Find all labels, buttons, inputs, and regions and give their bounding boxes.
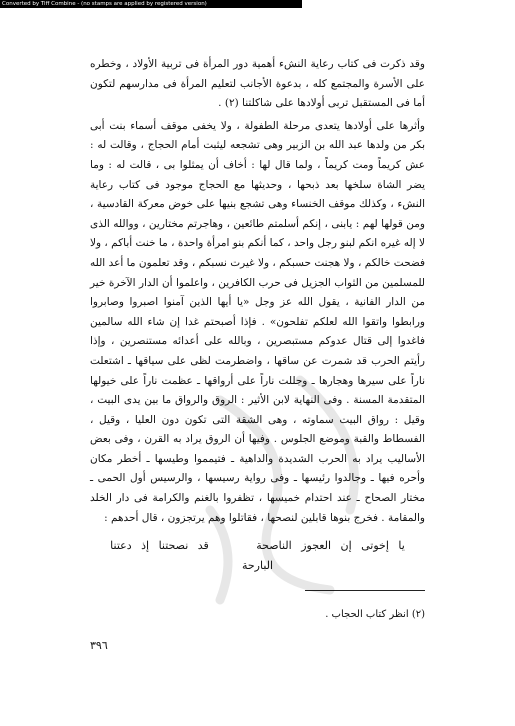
footnote-divider — [305, 590, 425, 591]
verse-first-hemistich: يا إخوتى إن العجوز الناصحة — [256, 539, 405, 553]
page-number: ٣٩٦ — [90, 639, 108, 653]
verse-second-hemistich: قد نصحتنا إذ دعتنا البارحة — [110, 539, 274, 573]
poem-verse — [90, 536, 425, 576]
paragraph-1: وقد ذكرت فى كتاب رعاية النشء أهمية دور المرأة فى تربية الأولاد ، وخطره على الأسرة والمجتمع كله ، بدعوة الأجانب لتعليم المرأة فى مدارسهم لتكون أما فى المستقبل تربى أولادها على شاكلتنا (٢) . — [90, 58, 425, 110]
footnote: (٢) انظر كتاب الحجاب . — [325, 609, 425, 621]
converter-banner: Converted by Tiff Combine - (no stamps are applied by registered version) — [0, 0, 302, 8]
book-page — [90, 55, 425, 652]
paragraph-2: وأثرها على أولادها يتعدى مرحلة الطفولة ، ولا يخفى موقف أسماء بنت أبى بكر من ولدها عبد الله بن الزبير وهى تشجعه ليثبت أمام الحجاج ، وقالت له : عش كريماً ومت كريماً ، ولما قال لها : أخاف أن يمثلوا بى ، قالت له : وما يضر الشاة سلخها بعد ذبحها ، وحديثها مع الحجاج موجود فى كتاب رعاية النشء ، وكذلك موقف الخنساء وهى تشجع بنيها على خوض معركة القادسية ، ومن قولها لهم : يابنى ، إنكم أسلمتم طائعين ، وهاجرتم مختارين ، ووالله الذى لا إله غيره انكم لبنو رجل واحد ، كما أنكم بنو امرأة واحدة ، ما خنت أباكم ، ولا فضحت خالكم ، ولا هجنت حسبكم ، ولا غيرت نسبكم ، وقد تعلمون ما أعد الله للمسلمين من الثواب الجزيل فى حرب الكافرين ، واعلموا أن الدار الآخرة خير من الدار الفانية ، يقول الله عز وجل «يا أيها الذين آمنوا اصبروا وصابروا ورابطوا واتقوا الله لعلكم تفلحون» . فإذا أصبحتم غدا إن شاء الله سالمين فاغدوا إلى قتال عدوكم مستبصرين ، وبالله على أعدائه مستنصرين ، وإذا رأيتم الحرب قد شمرت عن ساقها ، واضطرمت لظى على سياقها ـ اشتعلت ناراً على سيرها وهجارها ـ وجللت ناراً على أرواقها ـ عظمت ناراً على خيولها المتقدمة المسنة . وفى النهاية لابن الأثير : الروق والرواق ما بين يدى البيت ، وقيل : رواق البيت سماوته ، وهى الشقة التى تكون دون العليا ، وقيل ، الفسطاط والقبة وموضع الجلوس . وفيها أن الروق يراد به القرن ، وفى بعض الأساليب يراد به الحرب الشديدة والداهية ـ فتيمموا وطيسها ـ أخطر مكان وأحره فيها ـ وجالدوا رئيسها ـ وفى رواية رسيسها ، والرسيس أول الحمى ـ مختار الصحاح ـ عند احتدام خميسها ، تظفروا بالغنم والكرامة فى دار الخلد والمقامة . فخرج بنوها قابلين لنصحها ، فقاتلوا وهم يرتجزون ، قال أحدهم : — [90, 119, 425, 524]
